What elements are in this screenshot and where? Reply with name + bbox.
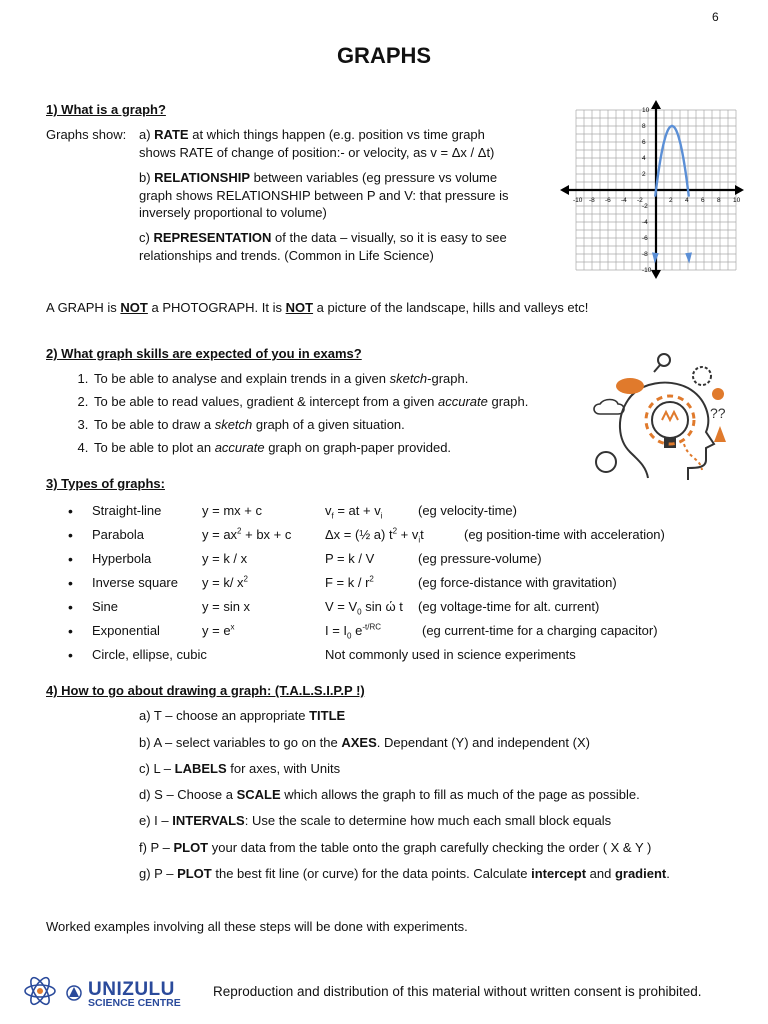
x-axis-right-arrow-icon xyxy=(735,185,744,195)
bullet: • xyxy=(68,527,73,543)
skill-item: 4. To be able to plot an accurate graph on graph-paper provided. xyxy=(92,439,528,462)
point-a-line2: shows RATE of change of position:- or velocity, as v = Δx / Δt) xyxy=(139,145,495,160)
graph-example: (eg position-time with acceleration) xyxy=(464,527,665,542)
cloud-outline-icon xyxy=(594,400,624,415)
bullet: • xyxy=(68,503,73,519)
graph-equation: y = mx + c xyxy=(202,503,262,518)
x-tick-label: -4 xyxy=(621,197,627,204)
x-tick-label: -10 xyxy=(573,197,583,204)
graph-example: (eg velocity-time) xyxy=(418,503,517,518)
skill-item: 1. To be able to analyse and explain trends in a given sketch-graph. xyxy=(92,370,528,393)
skill-item: 3. To be able to draw a sketch graph of a given situation. xyxy=(92,416,528,439)
x-tick-label: 6 xyxy=(701,197,705,204)
logo-wordmark: UNIZULU xyxy=(88,979,175,1000)
section4-heading: 4) How to go about drawing a graph: (T.A.L.S.I.P.P !) xyxy=(46,683,365,698)
science-equation: $v_f$ = at + $v_i$ xyxy=(325,503,383,521)
logo-subtitle: SCIENCE CENTRE xyxy=(88,997,181,1009)
point-c-line1: c) REPRESENTATION of the data – visually, so it is easy to see xyxy=(139,230,507,245)
graph-equation: y = sin x xyxy=(202,599,251,614)
step-intervals: e) I – INTERVALS: Use the scale to determine how much each small block equals xyxy=(139,813,612,828)
y-tick-label: 8 xyxy=(642,123,646,130)
graph-type-name: Circle, ellipse, cubic xyxy=(92,647,207,662)
y-tick-label: 10 xyxy=(642,107,650,114)
y-axis-up-arrow-icon xyxy=(651,100,661,109)
section2-heading: 2) What graph skills are expected of you in exams? xyxy=(46,346,362,361)
bullet: • xyxy=(68,575,73,591)
question-marks: ?? xyxy=(710,405,726,421)
y-tick-label: -6 xyxy=(642,235,648,242)
point-b-line1: b) RELATIONSHIP between variables (eg pressure vs volume xyxy=(139,170,498,185)
head-lightbulb-illustration xyxy=(588,348,738,484)
unizulu-logo-icon xyxy=(22,973,86,1009)
x-axis-left-arrow-icon xyxy=(560,185,569,195)
step-axes: b) A – select variables to go on the AXES. Dependant (Y) and independent (X) xyxy=(139,735,590,750)
graph-type-name: Inverse square xyxy=(92,575,178,590)
brain-icon xyxy=(596,452,616,472)
page-number: 6 xyxy=(712,10,719,24)
bullet: • xyxy=(68,599,73,615)
parabola-graph-figure xyxy=(556,98,746,280)
x-tick-label: -2 xyxy=(637,197,643,204)
x-tick-label: 10 xyxy=(733,197,741,204)
spark-trail-icon xyxy=(684,444,702,470)
skills-list xyxy=(46,370,528,462)
graph-type-name: Exponential xyxy=(92,623,160,638)
x-tick-label: -6 xyxy=(605,197,611,204)
copyright-notice: Reproduction and distribution of this material without written consent is prohibited. xyxy=(213,984,702,999)
science-equation: $V = V_0$ sin ώ t xyxy=(325,599,403,617)
section1-heading: 1) What is a graph? xyxy=(46,102,166,117)
graph-example: Not commonly used in science experiments xyxy=(325,647,576,662)
graph-equation: $y = e^x$ xyxy=(202,622,235,638)
graph-equation: $y = ax^2$ + bx + c xyxy=(202,526,292,542)
point-a-line1: a) RATE at which things happen (e.g. position vs time graph xyxy=(139,127,485,142)
step-title: a) T – choose an appropriate TITLE xyxy=(139,708,346,723)
point-b-line2: graph shows RELATIONSHIP between P and V: that pressure is xyxy=(139,188,509,203)
x-tick-label: 4 xyxy=(685,197,689,204)
bullet: • xyxy=(68,623,73,639)
y-tick-label: 4 xyxy=(642,155,646,162)
science-equation: $F = k / r^2$ xyxy=(325,574,374,590)
y-tick-label: -4 xyxy=(642,219,648,226)
cloud-icon xyxy=(616,378,644,394)
y-tick-label: 2 xyxy=(642,171,646,178)
section3-heading: 3) Types of graphs: xyxy=(46,476,165,491)
y-tick-label: -10 xyxy=(642,267,652,274)
graph-equation: y = k / x xyxy=(202,551,248,566)
x-tick-label: 2 xyxy=(669,197,673,204)
y-tick-label: -2 xyxy=(642,203,648,210)
graph-example: (eg pressure-volume) xyxy=(418,551,542,566)
graph-type-name: Sine xyxy=(92,599,119,614)
gear-icon xyxy=(693,367,711,385)
science-equation: $I = I_0$ $e^{-t/RC}$ xyxy=(325,622,382,641)
y-tick-label: 6 xyxy=(642,139,646,146)
y-axis-down-arrow-icon xyxy=(651,270,661,279)
page-title: GRAPHS xyxy=(336,43,432,68)
magnifier-icon xyxy=(658,354,670,366)
graph-type-name: Parabola xyxy=(92,527,145,542)
y-tick-label: -8 xyxy=(642,251,648,258)
skill-item: 2. To be able to read values, gradient & intercept from a given accurate graph. xyxy=(92,393,528,416)
graph-example: (eg voltage-time for alt. current) xyxy=(418,599,600,614)
not-photograph-note: A GRAPH is NOT a PHOTOGRAPH. It is NOT a picture of the landscape, hills and valleys etc! xyxy=(46,300,589,315)
graph-example: (eg force-distance with gravitation) xyxy=(418,575,617,590)
x-tick-label: -8 xyxy=(589,197,595,204)
bullet: • xyxy=(68,551,73,567)
step-scale: d) S – Choose a SCALE which allows the graph to fill as much of the page as possible. xyxy=(139,787,640,802)
x-tick-label: 8 xyxy=(717,197,721,204)
point-b-line3: inversely proportional to volume) xyxy=(139,205,327,220)
graph-equation: y = k/ $x^2$ xyxy=(202,574,248,590)
science-equation: Δx = (½ a) $t^2 + v_it$ xyxy=(325,526,424,545)
closing-note: Worked examples involving all these steps will be done with experiments. xyxy=(46,919,468,934)
small-gear-icon xyxy=(712,388,724,400)
graph-type-name: Hyperbola xyxy=(92,551,152,566)
graphs-show-lead: Graphs show: xyxy=(46,127,127,142)
graph-type-name: Straight-line xyxy=(92,503,162,518)
science-equation: P = k / V xyxy=(325,551,375,566)
step-labels: c) L – LABELS for axes, with Units xyxy=(139,761,341,776)
point-c-line2: relationships and trends. (Common in Life Science) xyxy=(139,248,434,263)
bullet: • xyxy=(68,647,73,663)
step-plot-data: f) P – PLOT your data from the table onto the graph carefully checking the order ( X & Y ) xyxy=(139,840,652,855)
step-plot-fit: g) P – PLOT the best fit line (or curve) for the data points. Calculate intercept and gradient. xyxy=(139,866,670,881)
graph-example: (eg current-time for a charging capacitor) xyxy=(422,623,658,638)
triangle-icon xyxy=(714,426,726,442)
